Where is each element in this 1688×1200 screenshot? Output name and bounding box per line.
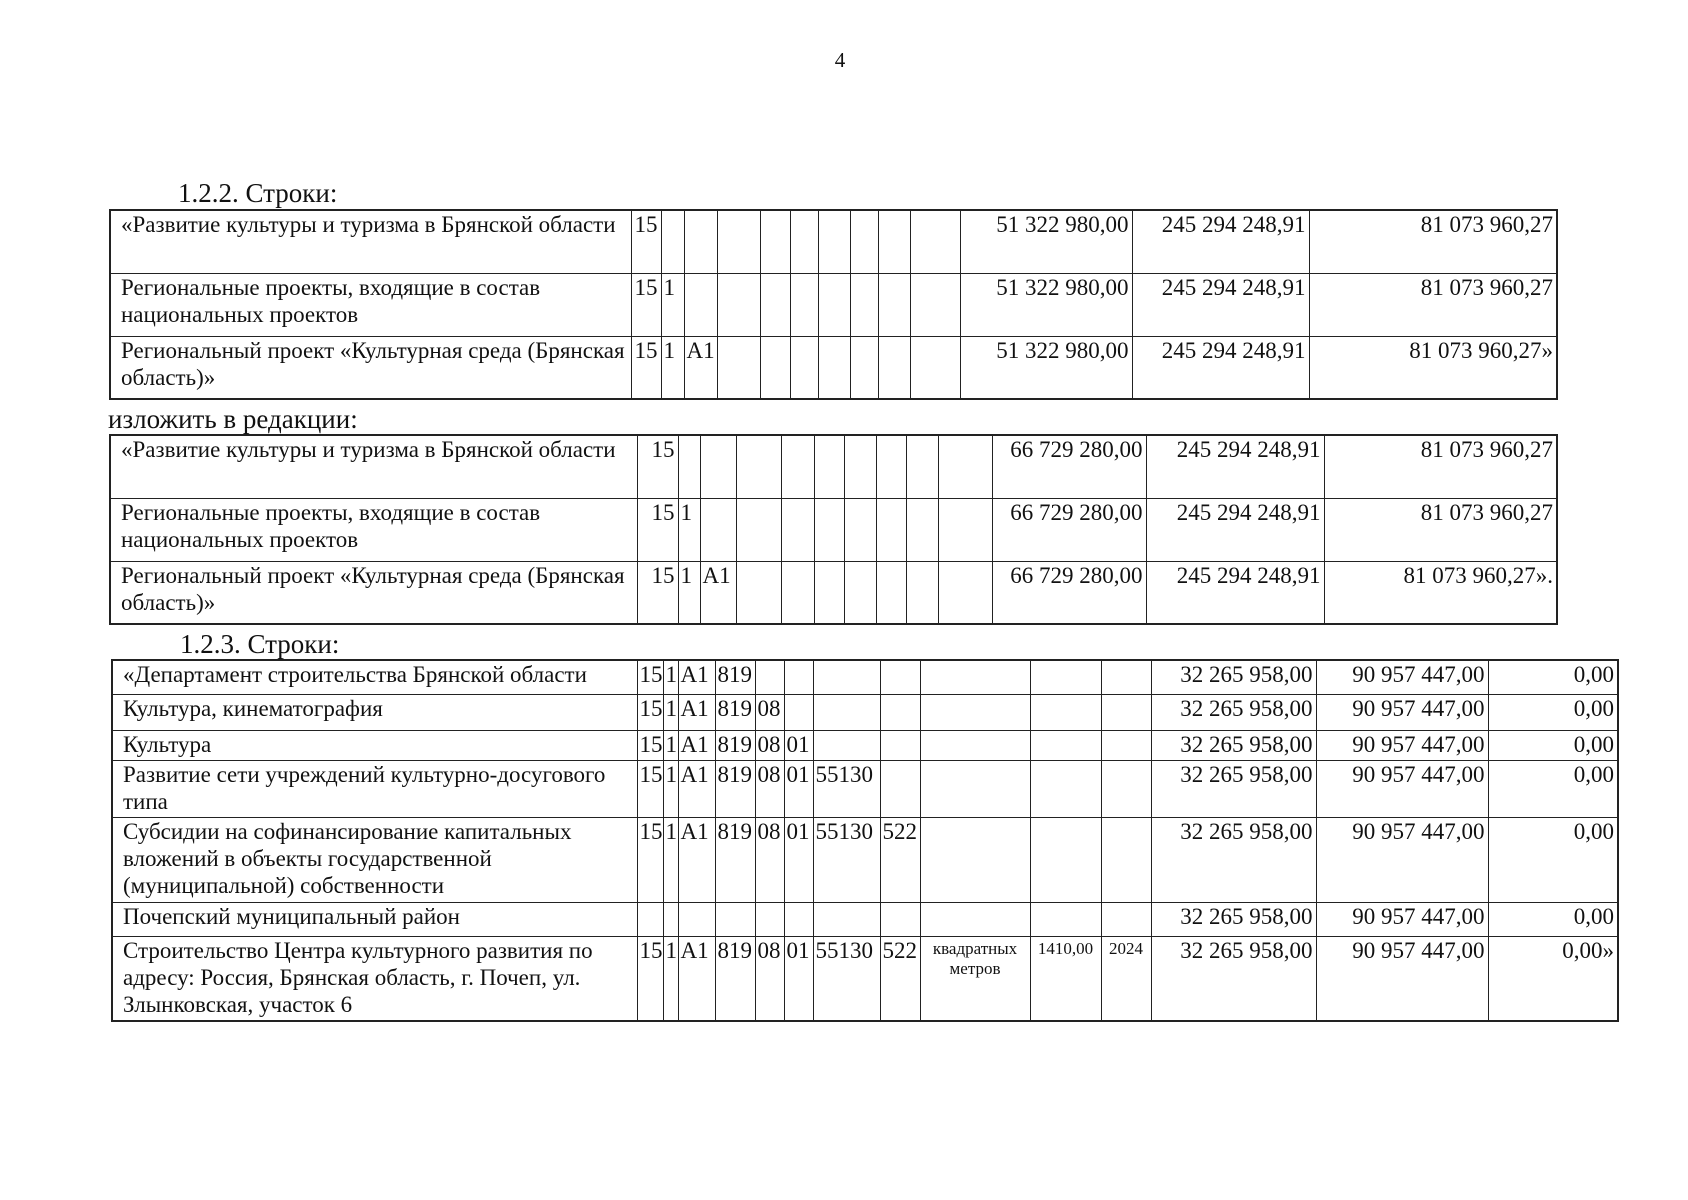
- code-cell: [813, 730, 880, 760]
- code-cell: [715, 902, 755, 936]
- table-row: [110, 273, 1557, 336]
- quantity-cell: [1030, 660, 1101, 694]
- amount-cell: 0,00»: [1488, 936, 1618, 1021]
- code-cell: [818, 273, 850, 336]
- code-cell: [844, 498, 876, 561]
- amount-cell: 0,00: [1488, 760, 1618, 817]
- code-cell: 08: [755, 730, 784, 760]
- code-cell: [880, 660, 920, 694]
- amount-cell: 32 265 958,00: [1151, 817, 1316, 902]
- code-cell: 01: [784, 760, 813, 817]
- code-cell: 01: [784, 817, 813, 902]
- table-new-edition: [109, 434, 1558, 625]
- quantity-cell: [1030, 902, 1101, 936]
- amount-cell: 245 294 248,91: [1132, 336, 1309, 399]
- code-cell: 522: [880, 936, 920, 1021]
- code-cell: 1: [663, 936, 678, 1021]
- table-1-2-3: [111, 659, 1619, 1022]
- year-cell: [1101, 817, 1151, 902]
- code-cell: [678, 435, 700, 498]
- code-cell: [850, 210, 878, 273]
- code-cell: 819: [715, 936, 755, 1021]
- code-cell: А1: [678, 760, 715, 817]
- code-cell: [814, 561, 844, 624]
- amount-cell: 245 294 248,91: [1146, 561, 1324, 624]
- amount-cell: 81 073 960,27».: [1324, 561, 1557, 624]
- row-name: Развитие сети учреждений культурно-досугового типа: [112, 760, 637, 817]
- code-cell: 1: [663, 760, 678, 817]
- code-cell: А1: [700, 561, 736, 624]
- code-cell: [736, 498, 781, 561]
- amount-cell: 81 073 960,27: [1324, 435, 1557, 498]
- quantity-cell: [1030, 817, 1101, 902]
- table-row: [112, 730, 1618, 760]
- table-row: [110, 561, 1557, 624]
- row-name: Почепский муниципальный район: [112, 902, 637, 936]
- amount-cell: 90 957 447,00: [1316, 760, 1488, 817]
- amount-cell: 66 729 280,00: [992, 561, 1146, 624]
- code-cell: [878, 273, 910, 336]
- row-name: Региональный проект «Культурная среда (Брянская область)»: [110, 336, 631, 399]
- amount-cell: 32 265 958,00: [1151, 902, 1316, 936]
- amount-cell: 81 073 960,27»: [1309, 336, 1557, 399]
- amount-cell: 0,00: [1488, 817, 1618, 902]
- code-cell: [736, 435, 781, 498]
- code-cell: 15: [637, 498, 678, 561]
- amount-cell: 32 265 958,00: [1151, 730, 1316, 760]
- code-cell: 08: [755, 694, 784, 730]
- code-cell: 15: [637, 817, 663, 902]
- code-cell: [910, 273, 960, 336]
- row-name: Культура, кинематография: [112, 694, 637, 730]
- section-heading-1-2-3: 1.2.3. Строки:: [180, 629, 340, 659]
- code-cell: [637, 902, 663, 936]
- code-cell: [790, 336, 818, 399]
- amount-cell: 32 265 958,00: [1151, 660, 1316, 694]
- code-cell: 1: [661, 273, 684, 336]
- year-cell: 2024: [1101, 936, 1151, 1021]
- row-name: «Развитие культуры и туризма в Брянской области: [110, 210, 631, 273]
- table-row: [110, 336, 1557, 399]
- code-cell: 819: [715, 660, 755, 694]
- code-cell: [880, 760, 920, 817]
- code-cell: [850, 336, 878, 399]
- amount-cell: 51 322 980,00: [960, 210, 1132, 273]
- table-row: [112, 902, 1618, 936]
- code-cell: [717, 273, 760, 336]
- code-cell: [663, 902, 678, 936]
- code-cell: А1: [678, 817, 715, 902]
- year-cell: [1101, 760, 1151, 817]
- code-cell: А1: [678, 660, 715, 694]
- quantity-cell: [1030, 694, 1101, 730]
- unit-cell: [920, 902, 1030, 936]
- amount-cell: 245 294 248,91: [1132, 273, 1309, 336]
- quantity-cell: 1410,00: [1030, 936, 1101, 1021]
- code-cell: 08: [755, 760, 784, 817]
- row-name: Культура: [112, 730, 637, 760]
- code-cell: [938, 435, 992, 498]
- code-cell: 819: [715, 730, 755, 760]
- amount-cell: 32 265 958,00: [1151, 936, 1316, 1021]
- code-cell: [878, 336, 910, 399]
- code-cell: [755, 660, 784, 694]
- year-cell: [1101, 660, 1151, 694]
- code-cell: 1: [663, 694, 678, 730]
- amount-cell: 90 957 447,00: [1316, 936, 1488, 1021]
- code-cell: 819: [715, 817, 755, 902]
- table-row: [110, 210, 1557, 273]
- code-cell: [781, 435, 814, 498]
- table-row: [110, 498, 1557, 561]
- amount-cell: 66 729 280,00: [992, 435, 1146, 498]
- code-cell: [880, 730, 920, 760]
- code-cell: [906, 561, 938, 624]
- code-cell: [938, 561, 992, 624]
- row-name: Строительство Центра культурного развития по адресу: Россия, Брянская область, г. Почеп, ул. Злынковская, участок 6: [112, 936, 637, 1021]
- code-cell: [850, 273, 878, 336]
- code-cell: 15: [631, 336, 661, 399]
- code-cell: А1: [678, 936, 715, 1021]
- amount-cell: 90 957 447,00: [1316, 694, 1488, 730]
- code-cell: 522: [880, 817, 920, 902]
- code-cell: [700, 435, 736, 498]
- year-cell: [1101, 730, 1151, 760]
- code-cell: 15: [637, 561, 678, 624]
- code-cell: А1: [684, 336, 717, 399]
- unit-cell: [920, 760, 1030, 817]
- code-cell: 15: [637, 936, 663, 1021]
- code-cell: [813, 902, 880, 936]
- page-number: 4: [834, 48, 846, 72]
- code-cell: 819: [715, 760, 755, 817]
- amount-cell: 90 957 447,00: [1316, 660, 1488, 694]
- code-cell: [906, 435, 938, 498]
- row-name: «Развитие культуры и туризма в Брянской области: [110, 435, 637, 498]
- code-cell: 15: [637, 730, 663, 760]
- code-cell: [818, 210, 850, 273]
- code-cell: [844, 435, 876, 498]
- code-cell: А1: [678, 694, 715, 730]
- code-cell: [814, 435, 844, 498]
- code-cell: 1: [663, 730, 678, 760]
- table-row: [112, 694, 1618, 730]
- code-cell: 15: [631, 210, 661, 273]
- row-name: Региональные проекты, входящие в состав национальных проектов: [110, 498, 637, 561]
- section-heading-1-2-2: 1.2.2. Строки:: [178, 178, 338, 208]
- quantity-cell: [1030, 730, 1101, 760]
- code-cell: [661, 210, 684, 273]
- amount-cell: 90 957 447,00: [1316, 817, 1488, 902]
- row-name: Региональные проекты, входящие в состав национальных проектов: [110, 273, 631, 336]
- code-cell: [818, 336, 850, 399]
- code-cell: 15: [637, 760, 663, 817]
- code-cell: 55130: [813, 760, 880, 817]
- table-row: [112, 936, 1618, 1021]
- amount-cell: 81 073 960,27: [1309, 210, 1557, 273]
- code-cell: [880, 694, 920, 730]
- code-cell: 1: [678, 498, 700, 561]
- code-cell: [684, 210, 717, 273]
- code-cell: [760, 336, 790, 399]
- amount-cell: 245 294 248,91: [1132, 210, 1309, 273]
- amount-cell: 245 294 248,91: [1146, 498, 1324, 561]
- code-cell: 01: [784, 730, 813, 760]
- code-cell: [906, 498, 938, 561]
- unit-cell: [920, 694, 1030, 730]
- code-cell: 1: [663, 817, 678, 902]
- table-row: [112, 760, 1618, 817]
- code-cell: 55130: [813, 936, 880, 1021]
- amount-cell: 245 294 248,91: [1146, 435, 1324, 498]
- amount-cell: 90 957 447,00: [1316, 730, 1488, 760]
- amount-cell: 32 265 958,00: [1151, 694, 1316, 730]
- code-cell: [878, 210, 910, 273]
- code-cell: [876, 435, 906, 498]
- code-cell: [910, 336, 960, 399]
- code-cell: [760, 273, 790, 336]
- code-cell: [790, 273, 818, 336]
- amount-cell: 66 729 280,00: [992, 498, 1146, 561]
- code-cell: [880, 902, 920, 936]
- row-name: Субсидии на софинансирование капитальных вложений в объекты государственной (муниципальной) собственности: [112, 817, 637, 902]
- amount-cell: 51 322 980,00: [960, 273, 1132, 336]
- table-row: [110, 435, 1557, 498]
- amount-cell: 81 073 960,27: [1309, 273, 1557, 336]
- amount-cell: 0,00: [1488, 660, 1618, 694]
- amount-cell: 32 265 958,00: [1151, 760, 1316, 817]
- code-cell: [784, 694, 813, 730]
- amount-cell: 0,00: [1488, 902, 1618, 936]
- code-cell: 15: [637, 694, 663, 730]
- code-cell: [700, 498, 736, 561]
- code-cell: [781, 561, 814, 624]
- code-cell: [784, 902, 813, 936]
- amount-cell: 51 322 980,00: [960, 336, 1132, 399]
- code-cell: 08: [755, 817, 784, 902]
- code-cell: [844, 561, 876, 624]
- code-cell: [684, 273, 717, 336]
- code-cell: 1: [678, 561, 700, 624]
- year-cell: [1101, 902, 1151, 936]
- unit-cell: [920, 660, 1030, 694]
- row-name: Региональный проект «Культурная среда (Брянская область)»: [110, 561, 637, 624]
- code-cell: [784, 660, 813, 694]
- code-cell: 1: [661, 336, 684, 399]
- code-cell: 55130: [813, 817, 880, 902]
- code-cell: [755, 902, 784, 936]
- code-cell: [790, 210, 818, 273]
- table-row: [112, 660, 1618, 694]
- code-cell: [814, 498, 844, 561]
- code-cell: [938, 498, 992, 561]
- code-cell: [876, 498, 906, 561]
- code-cell: 819: [715, 694, 755, 730]
- code-cell: [717, 210, 760, 273]
- code-cell: 1: [663, 660, 678, 694]
- amount-cell: 90 957 447,00: [1316, 902, 1488, 936]
- amount-cell: 0,00: [1488, 694, 1618, 730]
- row-name: «Департамент строительства Брянской области: [112, 660, 637, 694]
- code-cell: [813, 660, 880, 694]
- unit-cell: квадратных метров: [920, 936, 1030, 1021]
- code-cell: [717, 336, 760, 399]
- code-cell: [781, 498, 814, 561]
- code-cell: [813, 694, 880, 730]
- code-cell: 08: [755, 936, 784, 1021]
- quantity-cell: [1030, 760, 1101, 817]
- section-heading-new-edition: изложить в редакции:: [108, 404, 358, 434]
- code-cell: 15: [637, 660, 663, 694]
- code-cell: 15: [637, 435, 678, 498]
- code-cell: 15: [631, 273, 661, 336]
- table-row: [112, 817, 1618, 902]
- code-cell: [678, 902, 715, 936]
- unit-cell: [920, 817, 1030, 902]
- table-1-2-2: [109, 209, 1558, 400]
- amount-cell: 81 073 960,27: [1324, 498, 1557, 561]
- code-cell: [910, 210, 960, 273]
- year-cell: [1101, 694, 1151, 730]
- code-cell: [736, 561, 781, 624]
- code-cell: [876, 561, 906, 624]
- code-cell: 01: [784, 936, 813, 1021]
- unit-cell: [920, 730, 1030, 760]
- code-cell: [760, 210, 790, 273]
- code-cell: А1: [678, 730, 715, 760]
- amount-cell: 0,00: [1488, 730, 1618, 760]
